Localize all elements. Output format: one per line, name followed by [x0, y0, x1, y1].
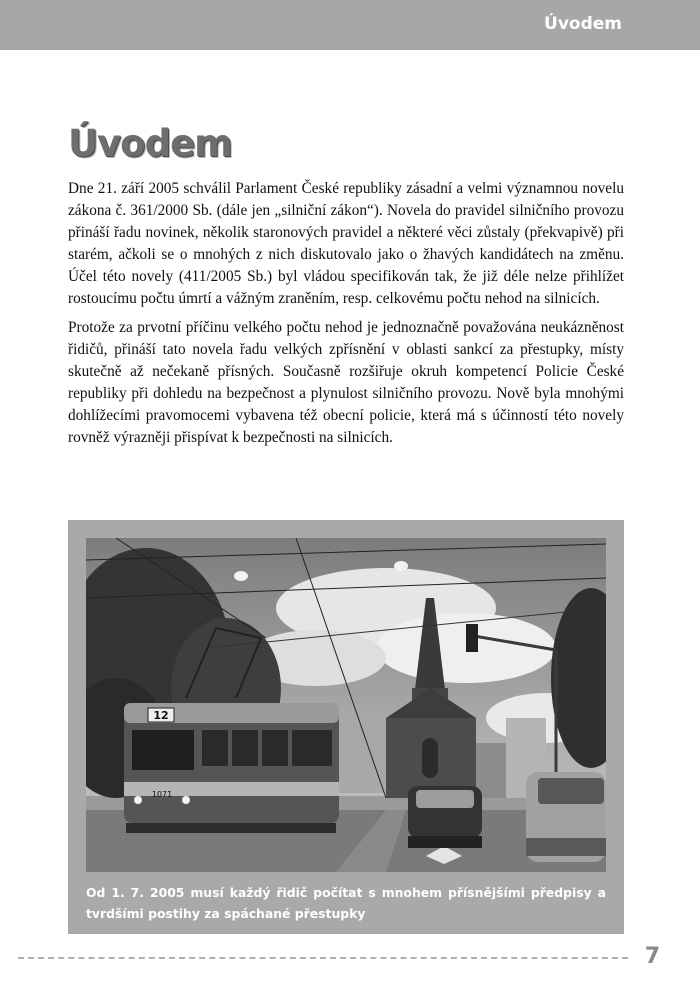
body-text — [68, 178, 624, 456]
tram-fleet-number: 1071 — [151, 790, 173, 799]
chapter-title: Úvodem — [68, 122, 232, 165]
paragraph-1: Dne 21. září 2005 schválil Parlament České republiky zásadní a velmi významnou novelu zákona č. 361/2000 Sb. (dále jen „silniční zákon“). Novela do pravidel silničního provozu přináší řadu novinek, několik staronových pravidel a některé věci zůstaly (překvapivě) při starém, ačkoli se o mnohých z nich diskutovalo jako o žhavých kandidátech na změnu. Účel této novely (411/2005 Sb.) byl vládou specifikován tak, že již déle nelze přihlížet rostoucímu počtu úmrtí a vážným zraněním, resp. celkovému počtu nehod na silnicích. — [68, 180, 624, 307]
street-tram-photo — [86, 538, 606, 872]
paragraph-2: Protože za prvotní příčinu velkého počtu nehod je jednoznačně považována neukázněnost řidičů, přináší tato novela řadu velkých zpřísnění v oblasti sankcí za přestupky, místy skutečně až nečekaně přísných. Současně rozšiřuje okruh kompetencí Policie České republiky při dohledu na bezpečnost a plynulost silničního provozu. Nově byla mnohými dohlížecími pravomocemi vybavena též obecní policie, která má s účinností této novely rovněž výrazněji přispívat k bezpečnosti na silnicích. — [68, 319, 624, 446]
figure-box — [68, 520, 624, 934]
footer-dashed-rule — [18, 957, 628, 959]
running-header-title: Úvodem — [544, 14, 622, 34]
figure-caption: Od 1. 7. 2005 musí každý řidič počítat s mnohem přísnějšími předpisy a tvrdšími postihy za spáchané přestupky — [86, 885, 606, 921]
tram-route-number: 12 — [153, 709, 169, 722]
running-header — [0, 0, 700, 50]
page-number: 7 — [644, 944, 660, 969]
